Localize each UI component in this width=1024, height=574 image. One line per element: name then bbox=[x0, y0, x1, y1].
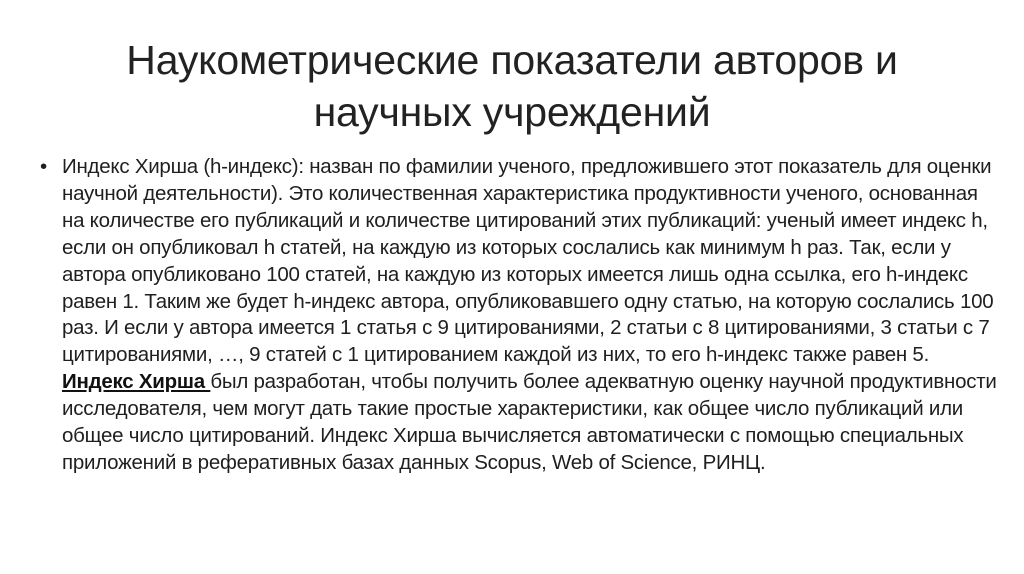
bullet-marker: • bbox=[40, 155, 47, 178]
title-line-2: научных учреждений bbox=[313, 89, 711, 135]
paragraph-text-end: был разработан, чтобы получить более адекватную оценку научной продуктивности исследователя, чем могут дать такие простые характеристики, как общее число публикаций или общее число цитирований. Индекс Хирша вычисляется автоматически с помощью специальных приложений в реферативных базах данных Scopus, Web of Science, РИНЦ. bbox=[62, 370, 997, 474]
bullet-item bbox=[40, 154, 1004, 477]
slide-title bbox=[60, 34, 964, 138]
hirsch-index-link[interactable]: Индекс Хирша bbox=[62, 370, 211, 394]
slide-content bbox=[40, 154, 1004, 477]
title-line-1: Наукометрические показатели авторов и bbox=[126, 37, 898, 83]
paragraph-text-start: Индекс Хирша (h-индекс): назван по фамилии ученого, предложившего этот показатель для оценки научной деятельности). Это количественная характеристика продуктивности ученого, основанная на количестве его публикаций и количестве цитирований этих публикаций: ученый имеет индекс h, если он опубликовал h статей, на каждую из которых сослались как минимум h раз. Так, если у автора опубликовано 100 статей, на каждую из которых имеется лишь одна ссылка, его h-индекс равен 1. Таким же будет h-индекс автора, опубликовавшего одну статью, на которую сослались 100 раз. И если у автора имеется 1 статья с 9 цитированиями, 2 статьи с 8 цитированиями, 3 статьи с 7 цитированиями, …, 9 статей с 1 цитированием каждой из них, то его h-индекс также равен 5. bbox=[62, 155, 994, 367]
